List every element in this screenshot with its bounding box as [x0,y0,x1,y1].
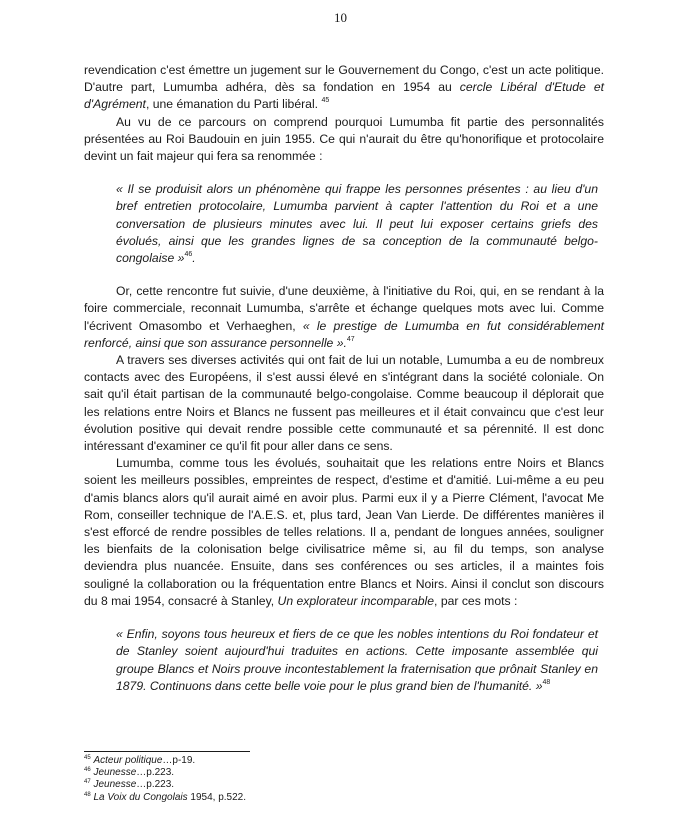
block-quote-1-text: « Il se produisit alors un phénomène qui frappe les personnes présentes : au lieu d'un bref entretien protocolaire, Lumumba parvient à capter l'attention du Roi et a une conversation de plusieurs minutes avec lui. Il peut lui exposer certains griefs des évolués, ainsi que les grandes lignes de sa conception de la communauté belgo-congolaise » [116,182,598,266]
footnote-number: 47 [84,779,91,786]
footnote-45 [84,755,604,767]
footnote-ref-46: 46 [184,251,193,259]
body-text [84,62,604,695]
footnote-source: La Voix du Congolais [93,791,188,803]
footnote-ref-45: 45 [321,97,330,105]
paragraph-3-text: Or, cette rencontre fut suivie, d'une deuxième, à l'initiative du Roi, qui, en se rendant à la foire commerciale, reconnait Lumumba, s'arrête et échange quelques mots avec lui. Comme l'écrivent Omasombo et Verhaeghen, [84,284,604,333]
footnote-separator [84,751,250,752]
footnote-detail: 1954, p.522. [187,791,246,803]
paragraph-2: Au vu de ce parcours on comprend pourquoi Lumumba fit partie des personnalités présentées au Roi Baudouin en juin 1955. Ce qui n'aurait du être qu'honorifique et protocolaire devint un fait majeur qui fera sa renommée : [84,114,604,164]
paragraph-5-text-b: , par ces mots : [434,593,518,608]
footnotes [84,755,604,804]
footnote-number: 48 [84,791,91,798]
paragraph-3 [84,283,604,352]
block-quote-1 [84,181,604,267]
footnote-detail: …p-19. [162,755,196,766]
paragraph-5 [84,455,604,610]
paragraph-1-text-a: revendication c'est émettre un jugement sur le Gouvernement du Congo, c'est un acte politique. D'autre part, Lumumba adhéra, dès sa fondation en 1954 au [84,63,604,95]
paragraph-3-emphasis: « le prestige de Lumumba en fut considérablement renforcé, ainsi que son assurance personnelle ». [84,318,604,350]
footnote-detail: …p.223. [136,779,175,791]
paragraph-1-emphasis: cercle Libéral d'Etude et d'Agrément [84,80,604,112]
footnote-number: 46 [84,767,91,774]
footnote-detail: …p.223. [136,767,175,779]
footnote-46 [84,767,604,779]
footnote-48 [84,792,604,804]
paragraph-1 [84,62,604,114]
footnote-source: Jeunesse [93,779,137,791]
paragraph-5-text-a: Lumumba, comme tous les évolués, souhaitait que les relations entre Noirs et Blancs soient les meilleurs possibles, empreintes de respect, d'estime et d'amitié. Lui-même a eu peu d'amis blancs alors qu'il aurait aimé en avoir plus. Parmi eux il y a Pierre Clément, l'avocat Me Rom, conseiller technique de l'A.E.S. et, plus tard, Jean Van Lierde. De différentes manières il s'est efforcé de rendre possibles de telles relations. Il a, pendant de longues années, souligner les bienfaits de la colonisation belge civilisatrice même si, au fil du temps, son analyse deviendra plus nuancée. Ensuite, dans ses conférences ou ses articles, il a maintes fois souligné la collaboration ou la fréquentation entre Blancs et Noirs. Ainsi il conclut son discours du 8 mai 1954, consacré à Stanley, [84,456,604,608]
block-quote-1-end: . [192,251,196,266]
footnote-ref-47: 47 [346,335,355,343]
footnote-ref-48: 48 [542,678,551,686]
footnote-47 [84,779,604,791]
block-quote-2 [84,626,604,695]
footnote-source: Acteur politique [93,755,163,766]
footnote-number: 45 [84,755,91,761]
page-number: 10 [334,10,347,25]
paragraph-1-text-b: , une émanation du Parti libéral. [145,97,322,112]
block-quote-2-text: « Enfin, soyons tous heureux et fiers de ce que les nobles intentions du Roi fondateur et de Stanley soient aujourd'hui traduites en actions. Cette imposante assemblée qui groupe Blancs et Noirs prouve incontestablement la fraternisation que prônait Stanley en 1879. Continuons dans cette belle voie pour le plus grand bien de l'humanité. » [116,627,598,693]
paragraph-5-emphasis: Un explorateur incomparable [277,593,435,608]
paragraph-4: A travers ses diverses activités qui ont fait de lui un notable, Lumumba a eu de nombreux contacts avec des Européens, il s'est aussi élevé en s'intégrant dans la société coloniale. On sait qu'il était partisan de la communauté belgo-congolaise. Comme beaucoup il déplorait que les relations entre Noirs et Blancs ne fussent pas meilleures et il était convaincu que c'est leur évolution positive qui devait rendre possible cette communauté et sa pérennité. Il est donc intéressant d'examiner ce qu'il fit pour aller dans ce sens. [84,353,604,454]
footnote-source: Jeunesse [93,767,137,779]
